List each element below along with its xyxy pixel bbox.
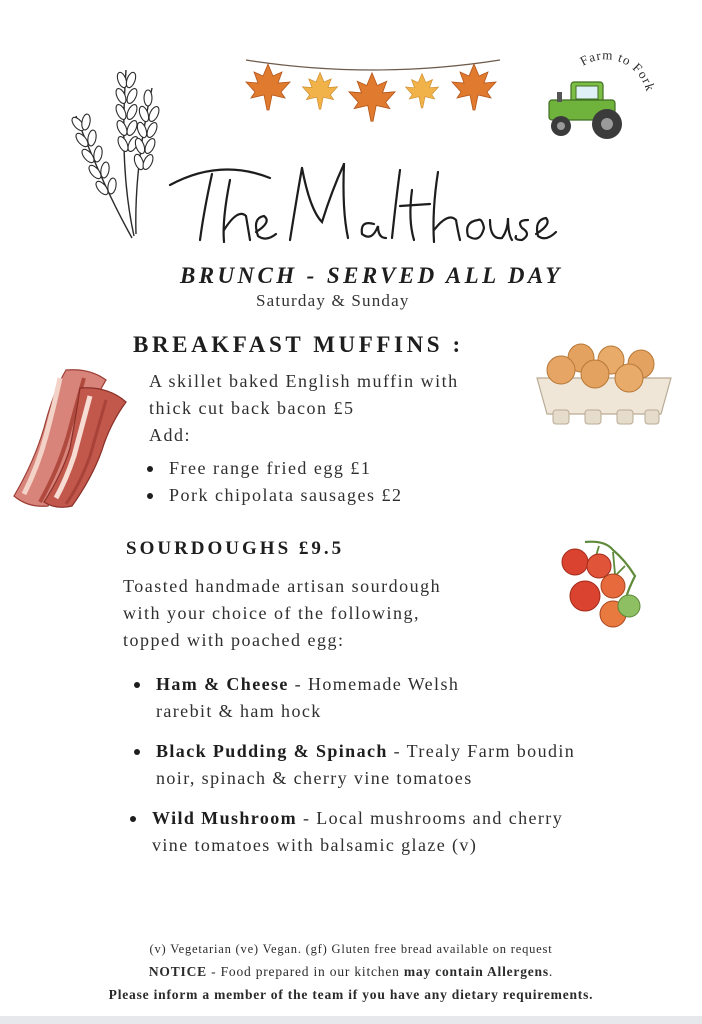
title-logo bbox=[160, 150, 560, 260]
menu-subtitle: BRUNCH - SERVED ALL DAY bbox=[180, 263, 563, 288]
item-name: Black Pudding & Spinach bbox=[156, 741, 388, 761]
muffin-description-line: thick cut back bacon £5 bbox=[149, 398, 355, 418]
sourdough-description-line: topped with poached egg: bbox=[123, 630, 345, 650]
list-item: Pork chipolata sausages £2 bbox=[147, 482, 402, 509]
notice-text: - Food prepared in our kitchen bbox=[206, 964, 404, 979]
item-description: rarebit & ham hock bbox=[156, 701, 322, 721]
egg-carton-icon bbox=[533, 340, 675, 430]
menu-item-black-pudding bbox=[156, 738, 626, 792]
item-name: Wild Mushroom bbox=[152, 808, 298, 828]
tractor-icon bbox=[549, 82, 622, 139]
dietary-requirements-note: Please inform a member of the team if you have any dietary requirements. bbox=[108, 987, 594, 1002]
item-description: - Local mushrooms and cherry bbox=[297, 808, 564, 828]
add-label: Add: bbox=[149, 425, 191, 445]
badge-text: Farm to Fork bbox=[577, 47, 659, 94]
item-description: noir, spinach & cherry vine tomatoes bbox=[156, 768, 473, 788]
muffin-description-line: A skillet baked English muffin with bbox=[149, 371, 459, 391]
notice-emphasis: may contain Allergens bbox=[403, 964, 549, 979]
muffin-add-ons-list bbox=[147, 455, 402, 509]
item-name: Ham & Cheese bbox=[156, 674, 289, 694]
cherry-tomatoes-icon bbox=[555, 536, 645, 634]
sourdough-description-line: with your choice of the following, bbox=[123, 603, 420, 623]
menu-item-wild-mushroom bbox=[152, 805, 622, 859]
notice-label: NOTICE bbox=[148, 964, 207, 979]
breakfast-muffins-heading: BREAKFAST MUFFINS : bbox=[133, 332, 464, 357]
maple-leaf-icon bbox=[349, 73, 395, 121]
bullet-icon bbox=[134, 682, 140, 688]
maple-leaf-icon bbox=[406, 74, 439, 109]
sourdough-description-line: Toasted handmade artisan sourdough bbox=[123, 576, 442, 596]
sourdoughs-heading: SOURDOUGHS £9.5 bbox=[126, 538, 345, 559]
maple-leaf-icon bbox=[452, 64, 496, 110]
wheat-icon bbox=[64, 58, 164, 243]
muffin-description bbox=[149, 368, 529, 449]
sourdough-description bbox=[123, 573, 523, 654]
bullet-icon bbox=[130, 816, 136, 822]
allergen-notice bbox=[0, 964, 702, 980]
page-bottom-edge bbox=[0, 1016, 702, 1024]
dietary-key: (v) Vegetarian (ve) Vegan. (gf) Gluten free bread available on request bbox=[149, 942, 553, 956]
item-description: - Homemade Welsh bbox=[288, 674, 460, 694]
maple-leaf-icon bbox=[302, 72, 337, 109]
item-description: vine tomatoes with balsamic glaze (v) bbox=[152, 835, 478, 855]
farm-to-fork-badge bbox=[535, 46, 660, 151]
maple-leaf-icon bbox=[246, 64, 290, 110]
list-item: Free range fried egg £1 bbox=[147, 455, 402, 482]
serving-days: Saturday & Sunday bbox=[256, 291, 410, 310]
menu-item-ham-cheese bbox=[156, 671, 556, 725]
bullet-icon bbox=[134, 749, 140, 755]
notice-end: . bbox=[548, 964, 554, 979]
item-description: - Trealy Farm boudin bbox=[387, 741, 576, 761]
bacon-icon bbox=[10, 366, 130, 512]
autumn-leaf-bunting bbox=[238, 52, 508, 127]
